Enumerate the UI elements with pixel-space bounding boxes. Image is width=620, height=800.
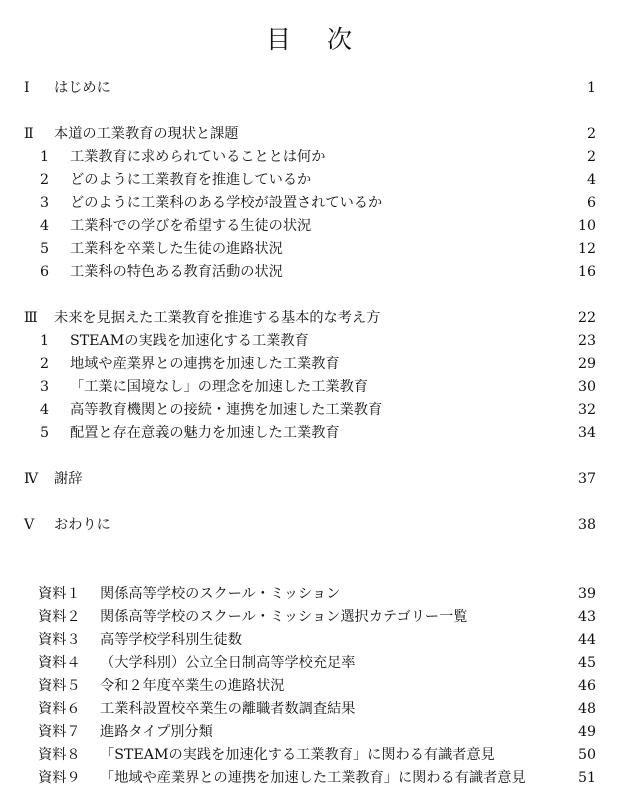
toc-appendix-1[interactable] — [0, 583, 620, 605]
toc-item-2-5[interactable] — [0, 238, 620, 260]
item-number: 4 — [40, 402, 50, 418]
section-label: 本道の工業教育の現状と課題 — [54, 126, 239, 142]
toc-appendix-4[interactable] — [0, 652, 620, 674]
item-label: 配置と存在意義の魅力を加速した工業教育 — [70, 425, 340, 441]
section-label: おわりに — [54, 517, 111, 533]
item-label: 地域や産業界との連携を加速した工業教育 — [70, 356, 340, 372]
appendix-number: 資料８ — [38, 747, 81, 763]
page-number: 44 — [577, 632, 596, 648]
toc-item-2-3[interactable] — [0, 192, 620, 214]
page-number: 43 — [577, 609, 596, 625]
section-number: Ⅲ — [24, 310, 38, 326]
page-number: 6 — [586, 195, 596, 211]
toc-section-4[interactable] — [0, 468, 620, 490]
section-number: Ⅴ — [24, 517, 35, 533]
item-label: STEAMの実践を加速化する工業教育 — [70, 333, 309, 349]
item-label: 工業科での学びを希望する生徒の状況 — [70, 218, 312, 234]
item-number: 2 — [40, 356, 50, 372]
appendix-label: 関係高等学校のスクール・ミッション — [100, 586, 341, 602]
section-label: 謝辞 — [54, 471, 83, 487]
section-label: はじめに — [54, 80, 111, 96]
page-number: 37 — [577, 471, 596, 487]
appendix-number: 資料６ — [38, 701, 81, 717]
item-label: どのように工業教育を推進しているか — [70, 172, 312, 188]
toc-appendix-5[interactable] — [0, 675, 620, 697]
section-number: Ⅳ — [24, 471, 39, 487]
toc-section-1[interactable] — [0, 77, 620, 99]
section-number: Ⅰ — [24, 80, 30, 96]
page-title — [0, 20, 620, 56]
appendix-label: 関係高等学校のスクール・ミッション選択カテゴリー一覧 — [100, 609, 468, 625]
toc-appendix-3[interactable] — [0, 629, 620, 651]
page-number: 30 — [577, 379, 596, 395]
toc-item-2-6[interactable] — [0, 261, 620, 283]
page-number: 2 — [586, 126, 596, 142]
item-label: 高等教育機関との接続・連携を加速した工業教育 — [70, 402, 383, 418]
appendix-number: 資料２ — [38, 609, 81, 625]
page-number: 39 — [577, 586, 596, 602]
appendix-label: 進路タイプ別分類 — [100, 724, 213, 740]
toc-item-2-4[interactable] — [0, 215, 620, 237]
toc-item-3-5[interactable] — [0, 422, 620, 444]
page-number: 48 — [577, 701, 596, 717]
appendix-number: 資料４ — [38, 655, 81, 671]
page-number: 29 — [577, 356, 596, 372]
page-number: 10 — [577, 218, 596, 234]
toc-item-2-2[interactable] — [0, 169, 620, 191]
appendix-label: 工業科設置校卒業生の離職者数調査結果 — [100, 701, 356, 717]
toc-item-3-2[interactable] — [0, 353, 620, 375]
toc-item-3-3[interactable] — [0, 376, 620, 398]
page-number: 51 — [577, 770, 596, 786]
appendix-number: 資料１ — [38, 586, 81, 602]
appendix-label: 高等学校学科別生徒数 — [100, 632, 242, 648]
toc-appendix-2[interactable] — [0, 606, 620, 628]
toc-item-3-1[interactable] — [0, 330, 620, 352]
item-label: どのように工業科のある学校が設置されているか — [70, 195, 383, 211]
toc-appendix-7[interactable] — [0, 721, 620, 743]
page-number: 23 — [577, 333, 596, 349]
appendix-number: 資料７ — [38, 724, 81, 740]
title-char-2: 次 — [327, 25, 355, 54]
item-label: 「工業に国境なし」の理念を加速した工業教育 — [70, 379, 368, 395]
page-number: 2 — [586, 149, 596, 165]
appendix-number: 資料９ — [38, 770, 81, 786]
page-number: 46 — [577, 678, 596, 694]
appendix-label: 「STEAMの実践を加速化する工業教育」に関わる有識者意見 — [100, 747, 495, 763]
item-number: 3 — [40, 379, 50, 395]
item-number: 1 — [40, 333, 50, 349]
item-number: 5 — [40, 425, 50, 441]
appendix-label: 令和２年度卒業生の進路状況 — [100, 678, 285, 694]
toc-appendix-8[interactable] — [0, 744, 620, 766]
page-number: 1 — [586, 80, 596, 96]
toc-item-3-4[interactable] — [0, 399, 620, 421]
item-number: 4 — [40, 218, 50, 234]
page-number: 34 — [577, 425, 596, 441]
item-number: 1 — [40, 149, 50, 165]
page-number: 4 — [586, 172, 596, 188]
appendix-label: （大学科別）公立全日制高等学校充足率 — [100, 655, 356, 671]
page-number: 38 — [577, 517, 596, 533]
item-label: 工業科の特色ある教育活動の状況 — [70, 264, 283, 280]
page-number: 49 — [577, 724, 596, 740]
toc-section-3[interactable] — [0, 307, 620, 329]
page-number: 32 — [577, 402, 596, 418]
toc-appendix-9[interactable] — [0, 767, 620, 789]
item-number: 3 — [40, 195, 50, 211]
toc-appendix-6[interactable] — [0, 698, 620, 720]
page-number: 16 — [577, 264, 596, 280]
item-label: 工業科を卒業した生徒の進路状況 — [70, 241, 283, 257]
title-char-1: 目 — [265, 25, 293, 54]
toc-section-2[interactable] — [0, 123, 620, 145]
toc-section-5[interactable] — [0, 514, 620, 536]
page-number: 22 — [577, 310, 596, 326]
appendix-number: 資料３ — [38, 632, 81, 648]
item-number: 5 — [40, 241, 50, 257]
appendix-number: 資料５ — [38, 678, 81, 694]
appendix-label: 「地域や産業界との連携を加速した工業教育」に関わる有識者意見 — [100, 770, 526, 786]
item-number: 6 — [40, 264, 50, 280]
section-label: 未来を見据えた工業教育を推進する基本的な考え方 — [54, 310, 381, 326]
page-number: 45 — [577, 655, 596, 671]
section-number: Ⅱ — [24, 126, 34, 142]
item-number: 2 — [40, 172, 50, 188]
item-label: 工業教育に求められていることとは何か — [70, 149, 326, 165]
page-number: 50 — [577, 747, 596, 763]
page-number: 12 — [577, 241, 596, 257]
toc-item-2-1[interactable] — [0, 146, 620, 168]
